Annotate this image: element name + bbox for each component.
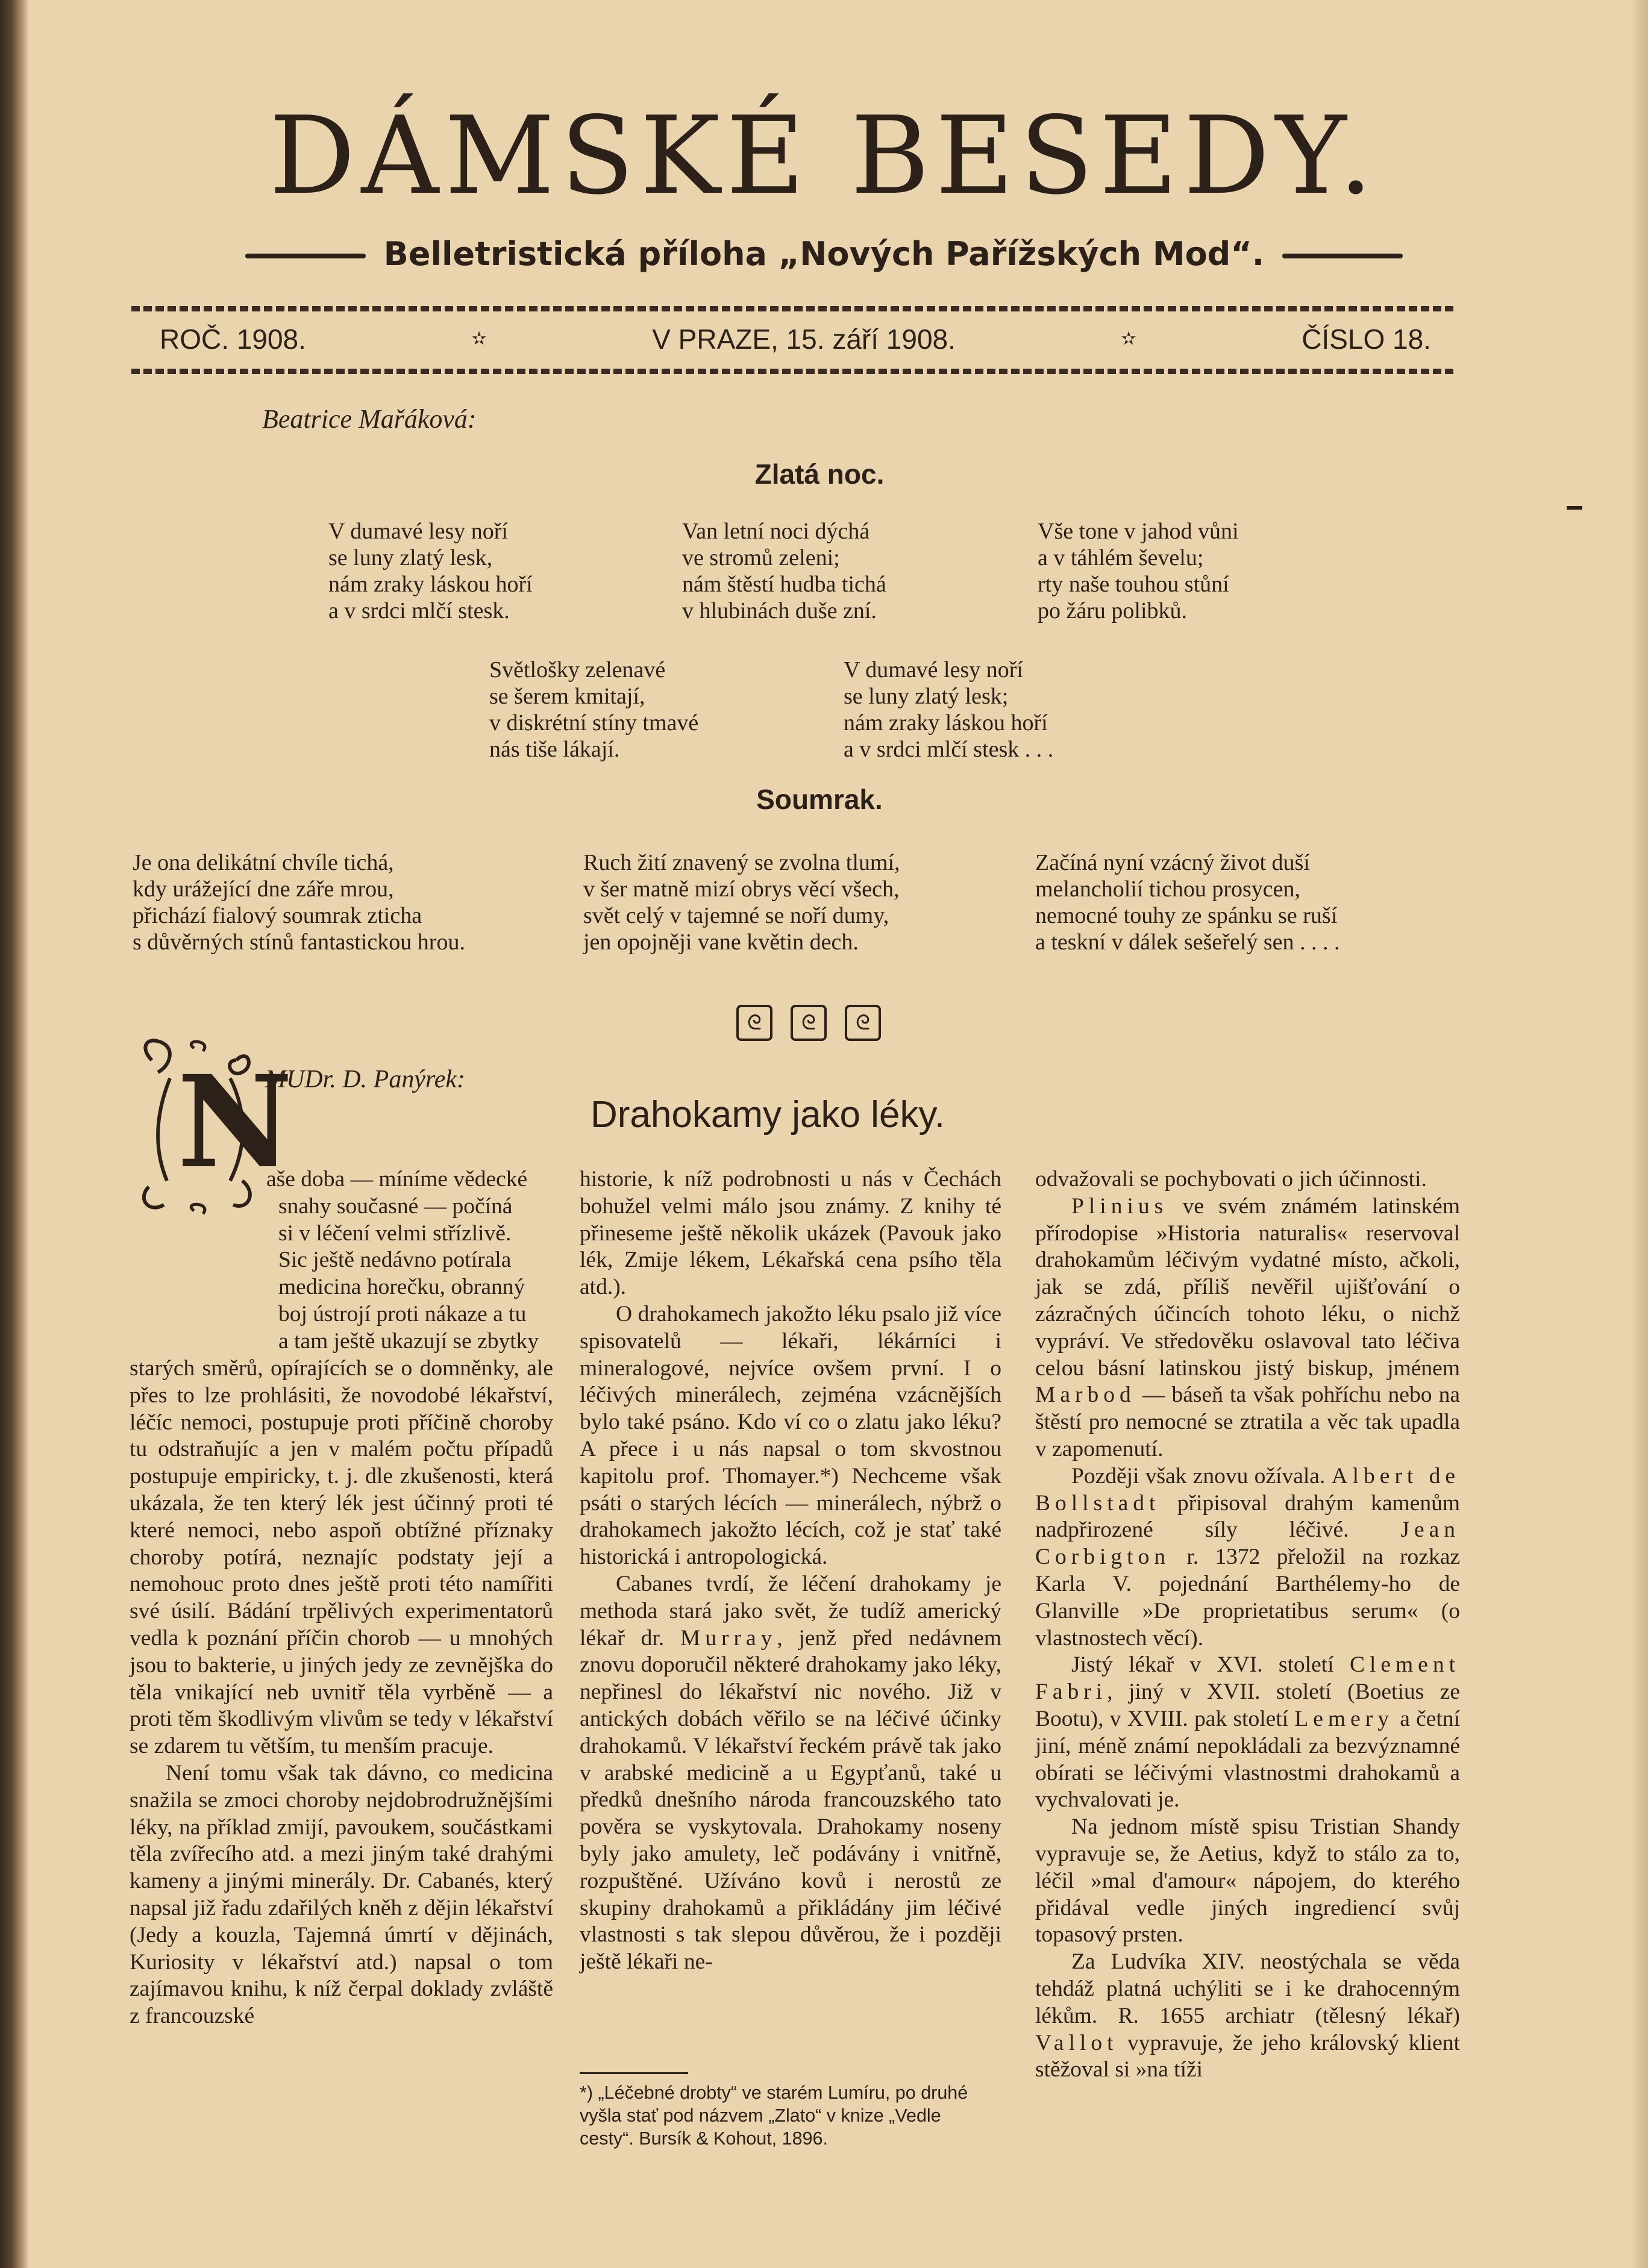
text-run: připisoval drahým kamenům nadpřirozené síly léčivé. bbox=[1035, 1490, 1460, 1543]
verse-line: se luny zlatý lesk, bbox=[328, 545, 493, 570]
person-name: Jean Corbigton bbox=[1035, 1517, 1460, 1570]
column-1-wrap bbox=[266, 1166, 553, 1355]
verse-line: nám zraky láskou hoří bbox=[844, 710, 1048, 736]
ornament-icon: ᘓ bbox=[845, 1005, 881, 1041]
verse-line: rty naše touhou stůní bbox=[1038, 572, 1229, 597]
stanza bbox=[489, 657, 698, 763]
text-line: si v léčení velmi střízlivě. bbox=[278, 1220, 512, 1246]
verse-line: svět celý v tajemné se noří dumy, bbox=[583, 903, 889, 928]
text-run: Za Ludvíka XIV. neostýchala se věda tehdáž platná uchýliti se i ke drahocenným lékům. R. 1655 archiatr (tělesný lékař) bbox=[1035, 1949, 1460, 2028]
verse-line: nemocné touhy ze spánku se ruší bbox=[1035, 903, 1338, 928]
verse-line: ve stromů zeleni; bbox=[682, 545, 840, 570]
person-name: Plinius bbox=[1071, 1193, 1168, 1219]
section-ornaments bbox=[736, 1005, 881, 1041]
dropcap-letter: N bbox=[177, 1048, 293, 1196]
issue-line bbox=[160, 325, 1431, 353]
margin-mark bbox=[1567, 506, 1582, 510]
stanza bbox=[133, 849, 465, 955]
verse-line: Van letní noci dýchá bbox=[682, 519, 870, 544]
person-name: Lemery bbox=[1294, 1706, 1394, 1731]
verse-line: nás tiše lákají. bbox=[489, 737, 620, 762]
verse-line: s důvěrných stínů fantastickou hrou. bbox=[133, 929, 465, 955]
star-separator: ✫ bbox=[1121, 329, 1136, 349]
verse-line: v hlubinách duše zní. bbox=[682, 598, 877, 623]
star-separator: ✫ bbox=[471, 329, 487, 349]
stanza bbox=[328, 518, 533, 624]
issue-number: ČÍSLO 18. bbox=[1302, 323, 1431, 355]
paragraph: historie, k níž podrobnosti u nás v Čechách bohužel velmi málo jsou známy. Z knihy té přineseme ještě několik ukázek (Pavouk jako lék, Zmije lékem, Lékařská cena psího těla atd.). bbox=[580, 1167, 1001, 1300]
bottom-rule bbox=[131, 369, 1457, 374]
verse-line: melancholií tichou prosycen, bbox=[1035, 876, 1301, 902]
page-edge bbox=[1630, 0, 1648, 2268]
verse-line: Ruch žití znavený se zvolna tlumí, bbox=[583, 850, 900, 875]
text-run: , jiný v XVII. století (Boetius ze Bootu), v XVIII. pak století bbox=[1035, 1679, 1460, 1731]
text-run: Cabanes tvrdí, že léčení drahokamy je methoda stará jako svět, že tudíž americký lékař dr. bbox=[580, 1571, 1001, 1651]
person-name: Albert de Bollstadt bbox=[1035, 1463, 1460, 1516]
masthead-subtitle: Belletristická příloha „Nových Pařížských Mod“. bbox=[383, 235, 1265, 273]
text-run: — báseň ta však pohříchu nebo na štěstí pro nemocné se ztratila a věc tak upadla v zapomenutí. bbox=[1035, 1382, 1460, 1461]
right-swash bbox=[1282, 254, 1403, 258]
person-name: Vallot bbox=[1035, 2030, 1118, 2055]
column-1 bbox=[130, 1355, 553, 2030]
paragraph: O drahokamech jakožto léku psalo již více spisovatelů — lékaři, lékárníci i mineralogové, nejvíce ovšem první. I o léčivých minerálech, zejména vzácnějších bylo také psáno. Kdo ví co o zlatu jako léku? A přece i u nás napsal o tom skvostnou kapitolu prof. Thomayer.*) Nechceme však psáti o starých lécích — minerálech, nýbrž o drahokamech jakožto lécích, což je stať také historická i antropologická. bbox=[580, 1301, 1001, 1570]
verse-line: a v táhlém ševelu; bbox=[1038, 545, 1204, 570]
verse-line: a v srdci mlčí stesk. bbox=[328, 598, 510, 623]
verse-line: v diskrétní stíny tmavé bbox=[489, 710, 699, 736]
verse-line: Světlošky zelenavé bbox=[489, 657, 666, 683]
stanza bbox=[1038, 518, 1239, 624]
top-rule bbox=[131, 306, 1457, 311]
paragraph: Na jednom místě spisu Tristian Shandy vypravuje se, že Aetius, když to stálo za to, léčil »mal d'amour« nápojem, do kterého přidával vedle jiných ingrediencí svůj topasový prsten. bbox=[1035, 1814, 1460, 1948]
footnote: *) „Léčebné drobty“ ve starém Lumíru, po druhé vyšla stať pod názvem „Zlato“ v knize „Vedle cesty“. Bursík & Kohout, 1896. bbox=[580, 2082, 968, 2149]
footnote-rule bbox=[580, 2072, 688, 2074]
verse-line: nám zraky láskou hoří bbox=[328, 572, 533, 597]
issue-place-date: V PRAZE, 15. září 1908. bbox=[652, 323, 956, 355]
article-author: MUDr. D. Panýrek: bbox=[265, 1066, 466, 1093]
text-run: Jistý lékař v XVI. století bbox=[1071, 1652, 1350, 1678]
paragraph bbox=[1035, 1463, 1460, 1652]
stanza bbox=[682, 518, 886, 624]
verse-line: a v srdci mlčí stesk . . . bbox=[844, 737, 1054, 762]
masthead-title: DÁMSKÉ BESEDY. bbox=[269, 93, 1379, 218]
text-line: boj ústrojí proti nákaze a tu bbox=[278, 1301, 527, 1326]
text-line: medicina horečku, obranný bbox=[278, 1275, 525, 1300]
text-run: ve svém známém latinském přírodopise »Historia naturalis« reservoval drahokamům léčivým vydatné místo, ačkoli, jak se zdá, příliš nevěřil ujišťování o zázračných účincích tohoto léku, o nichž vypráví. Ve středověku oslavoval tato léčiva celou básní latinskou jistý biskup, jménem bbox=[1035, 1193, 1460, 1381]
left-swash bbox=[245, 254, 366, 258]
verse-line: Začíná nyní vzácný život duší bbox=[1035, 850, 1310, 875]
ornament-icon: ᘓ bbox=[791, 1005, 827, 1041]
paragraph bbox=[1035, 1652, 1460, 1814]
stanza bbox=[844, 657, 1053, 763]
masthead-subtitle-row bbox=[0, 235, 1648, 273]
column-3 bbox=[1035, 1166, 1460, 2084]
verse-line: Je ona delikátní chvíle tichá, bbox=[133, 850, 394, 875]
paragraph: odvažovali se pochybovati o jich účinnosti. bbox=[1035, 1167, 1427, 1192]
text-line: Sic ještě nedávno potírala bbox=[278, 1248, 512, 1273]
text-run: a četní jiní, méně známí nepokládali za bezvýznamné obírati se léčivými vlastnostmi drahokamů a vychvalovati je. bbox=[1035, 1706, 1460, 1813]
text-line: a tam ještě ukazují se zbytky bbox=[278, 1328, 539, 1354]
paragraph: Není tomu však tak dávno, co medicina snažila se zmoci choroby nejdobrodružnějšími léky, na příklad zmijí, pavoukem, součástkami těla zvířecího atd. a mezi jiným také drahými kameny a jinými minerály. Dr. Cabanés, který napsal již řadu zdařilých kněh z dějin lékařství (Jedy a kouzla, Tajemná úmrtí v dějinách, Kuriosity v lékařství atd.) napsal o tom zajímavou knihu, k níž čerpal doklady zvláště z francouzské bbox=[130, 1760, 553, 2029]
verse-line: nám štěstí hudba tichá bbox=[682, 572, 886, 597]
verse-line: a teskní v dálek sešeřelý sen . . . . bbox=[1035, 929, 1340, 955]
person-name: Clement Fabri bbox=[1035, 1652, 1460, 1705]
poem-author: Beatrice Mařáková: bbox=[262, 404, 477, 434]
verse-line: se luny zlatý lesk; bbox=[844, 684, 1009, 709]
stanza bbox=[1035, 849, 1339, 955]
verse-line: v šer matně mizí obrys věcí všech, bbox=[583, 876, 900, 902]
poem-part1-title: Zlatá noc. bbox=[754, 458, 885, 490]
paragraph bbox=[1035, 1949, 1460, 2084]
verse-line: se šerem kmitají, bbox=[489, 684, 645, 709]
paragraph: starých směrů, opírajících se o domněnky, ale přes to lze prohlásiti, že novodobé lékařství, léčíc nemoci, postupuje proti příčině choroby tu odstraňujíc a jen v malém počtu případů postupuje empiricky, t. j. dle zkušenosti, která ukázala, že ten který lék jest účinný proti té které nemoci, nebo aspoň obtížné příznaky choroby potírá, neznajíc podstaty její a nemohouc proto dnes ještě proti této namířiti své úsilí. Bádání trpělivých experimentatorů vedla k poznání příčin chorob — u mnohých jsou to bakterie, u jiných jedy ze zevnějška do těla vnikající neb uvnitř těla vyrběně — a proti těm škodlivým vlivům se tedy v lékařství se zdarem tu větším, tu menším pracuje. bbox=[130, 1356, 553, 1759]
issue-year: ROČ. 1908. bbox=[160, 323, 306, 355]
text-line: snahy současné — počíná bbox=[278, 1193, 513, 1219]
book-binding bbox=[0, 0, 29, 2268]
person-name: Murray bbox=[680, 1625, 777, 1651]
dropcap bbox=[134, 1036, 293, 1217]
text-run: vypravuje, že jeho královský klient stěžoval si »na tíži bbox=[1035, 2030, 1460, 2082]
column-2 bbox=[580, 1166, 1001, 1976]
person-name: Marbod bbox=[1035, 1382, 1136, 1408]
stanza bbox=[583, 849, 900, 955]
verse-line: V dumavé lesy noří bbox=[328, 519, 508, 544]
poem-part2-title: Soumrak. bbox=[756, 784, 883, 815]
verse-line: po žáru polibků. bbox=[1038, 598, 1188, 623]
article-title: Drahokamy jako léky. bbox=[591, 1094, 945, 1136]
text-run: r. 1372 přeložil na rozkaz Karla V. pojednání Barthélemy-ho de Glanville »De proprietatibus serum« (o vlastnostech věcí). bbox=[1035, 1545, 1460, 1651]
verse-line: kdy urážející dne záře mrou, bbox=[133, 876, 394, 902]
verse-line: jen opojněji vane květin dech. bbox=[583, 929, 859, 955]
paragraph bbox=[580, 1571, 1001, 1976]
text-run: , jenž před nedávnem znovu doporučil některé drahokamy jako léky, nepřinesl do lékařství nic nového. Již v antických dobách věřilo se na léčivé účinky drahokamů. V lékařství řeckém právě tak jako v arabské medicině a u Egypťanů, také u předků dnešního národa francouzského tato pověra se vyskytovala. Drahokamy noseny byly jako amulety, leč podávány i vnitřně, rozpuštěné. Užíváno kovů i nerostů ze skupiny drahokamů a přikládány jim léčivé vlastnosti s tak slepou důvěrou, že i později ještě lékaři ne- bbox=[580, 1625, 1001, 1975]
verse-line: Vše tone v jahod vůni bbox=[1038, 519, 1239, 544]
text-run: Později však znovu ožívala. bbox=[1071, 1463, 1332, 1489]
verse-line: V dumavé lesy noří bbox=[844, 657, 1023, 683]
verse-line: přichází fialový soumrak zticha bbox=[133, 903, 422, 928]
paragraph bbox=[1035, 1193, 1460, 1463]
text-line: aše doba — míníme vědecké bbox=[266, 1167, 528, 1192]
ornament-icon: ᘓ bbox=[736, 1005, 772, 1041]
